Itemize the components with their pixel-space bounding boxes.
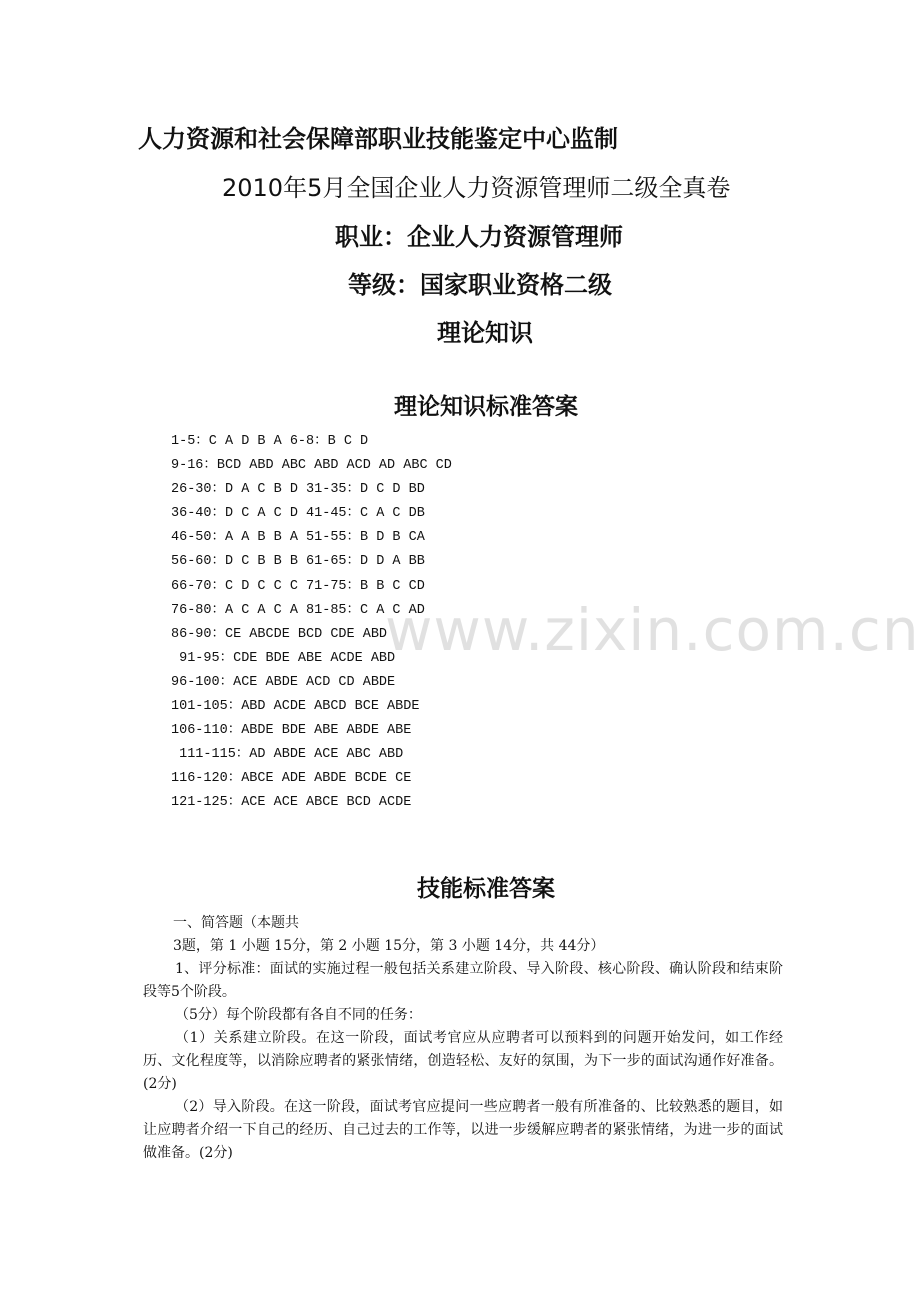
answer-line: 76-80：A C A C A 81-85：C A C AD bbox=[171, 602, 425, 618]
theory-answers-title: 理论知识标准答案 bbox=[394, 394, 578, 420]
occupation-line: 职业：企业人力资源管理师 bbox=[335, 223, 623, 251]
answer-line: 101-105：ABD ACDE ABCD BCE ABDE bbox=[171, 699, 420, 715]
answer-line: 36-40：D C A C D 41-45：C A C DB bbox=[171, 506, 425, 522]
answer-line: 66-70：C D C C C 71-75：B B C CD bbox=[171, 578, 425, 594]
answer-line: 26-30：D A C B D 31-35：D C D BD bbox=[171, 482, 425, 498]
answer-line: 1-5：C A D B A 6-8：B C D bbox=[171, 434, 369, 449]
answer-line: 121-125：ACE ACE ABCE BCD ACDE bbox=[171, 795, 412, 811]
level-line: 等级：国家职业资格二级 bbox=[348, 271, 612, 299]
answer-line: 86-90：CE ABCDE BCD CDE ABD bbox=[171, 626, 388, 642]
skills-answers-title: 技能标准答案 bbox=[417, 876, 555, 902]
answer-line: 111-115：AD ABDE ACE ABC ABD bbox=[171, 747, 404, 763]
section-theory-knowledge: 理论知识 bbox=[437, 319, 533, 347]
answer-paragraph: （5分）每个阶段都有各自不同的任务： bbox=[175, 1007, 422, 1023]
answer-line: 56-60：D C B B B 61-65：D D A BB bbox=[171, 554, 425, 570]
answer-line: 116-120：ABCE ADE ABDE BCDE CE bbox=[171, 771, 412, 787]
issuer-line: 人力资源和社会保障部职业技能鉴定中心监制 bbox=[138, 125, 618, 153]
answer-line: 46-50：A A B B A 51-55：B D B CA bbox=[171, 530, 425, 546]
watermark: www.zixin.com.cn bbox=[385, 596, 920, 664]
answer-line: 96-100：ACE ABDE ACD CD ABDE bbox=[171, 674, 396, 690]
question-score-note: 3题，第 1 小题 15分，第 2 小题 15分，第 3 小题 14分，共 44分） bbox=[173, 938, 605, 954]
answer-paragraph: （1）关系建立阶段。在这一阶段，面试考官应从应聘者可以预料到的问题开始发问，如工作经历、文化程度等，以消除应聘者的紧张情绪，创造轻松、友好的氛围，为下一步的面试沟通作好准备。(2分) bbox=[143, 1030, 783, 1092]
answer-paragraph: 1、评分标准：面试的实施过程一般包括关系建立阶段、导入阶段、核心阶段、确认阶段和结束阶段等5个阶段。 bbox=[143, 961, 783, 1000]
answer-paragraph: （2）导入阶段。在这一阶段，面试考官应提问一些应聘者一般有所准备的、比较熟悉的题目，如让应聘者介绍一下自己的经历、自己过去的工作等，以进一步缓解应聘者的紧张情绪，为进一步的面试做准备。(2分) bbox=[143, 1099, 783, 1161]
answer-line: 91-95：CDE BDE ABE ACDE ABD bbox=[171, 650, 396, 666]
skills-answer-body bbox=[143, 912, 783, 1165]
exam-title: 2010年5月全国企业人力资源管理师二级全真卷 bbox=[222, 174, 731, 202]
question-section-heading: 一、简答题（本题共 bbox=[173, 915, 299, 931]
answer-line: 106-110：ABDE BDE ABE ABDE ABE bbox=[171, 723, 412, 739]
theory-answer-list bbox=[171, 430, 452, 816]
answer-line: 9-16：BCD ABD ABC ABD ACD AD ABC CD bbox=[171, 458, 452, 474]
